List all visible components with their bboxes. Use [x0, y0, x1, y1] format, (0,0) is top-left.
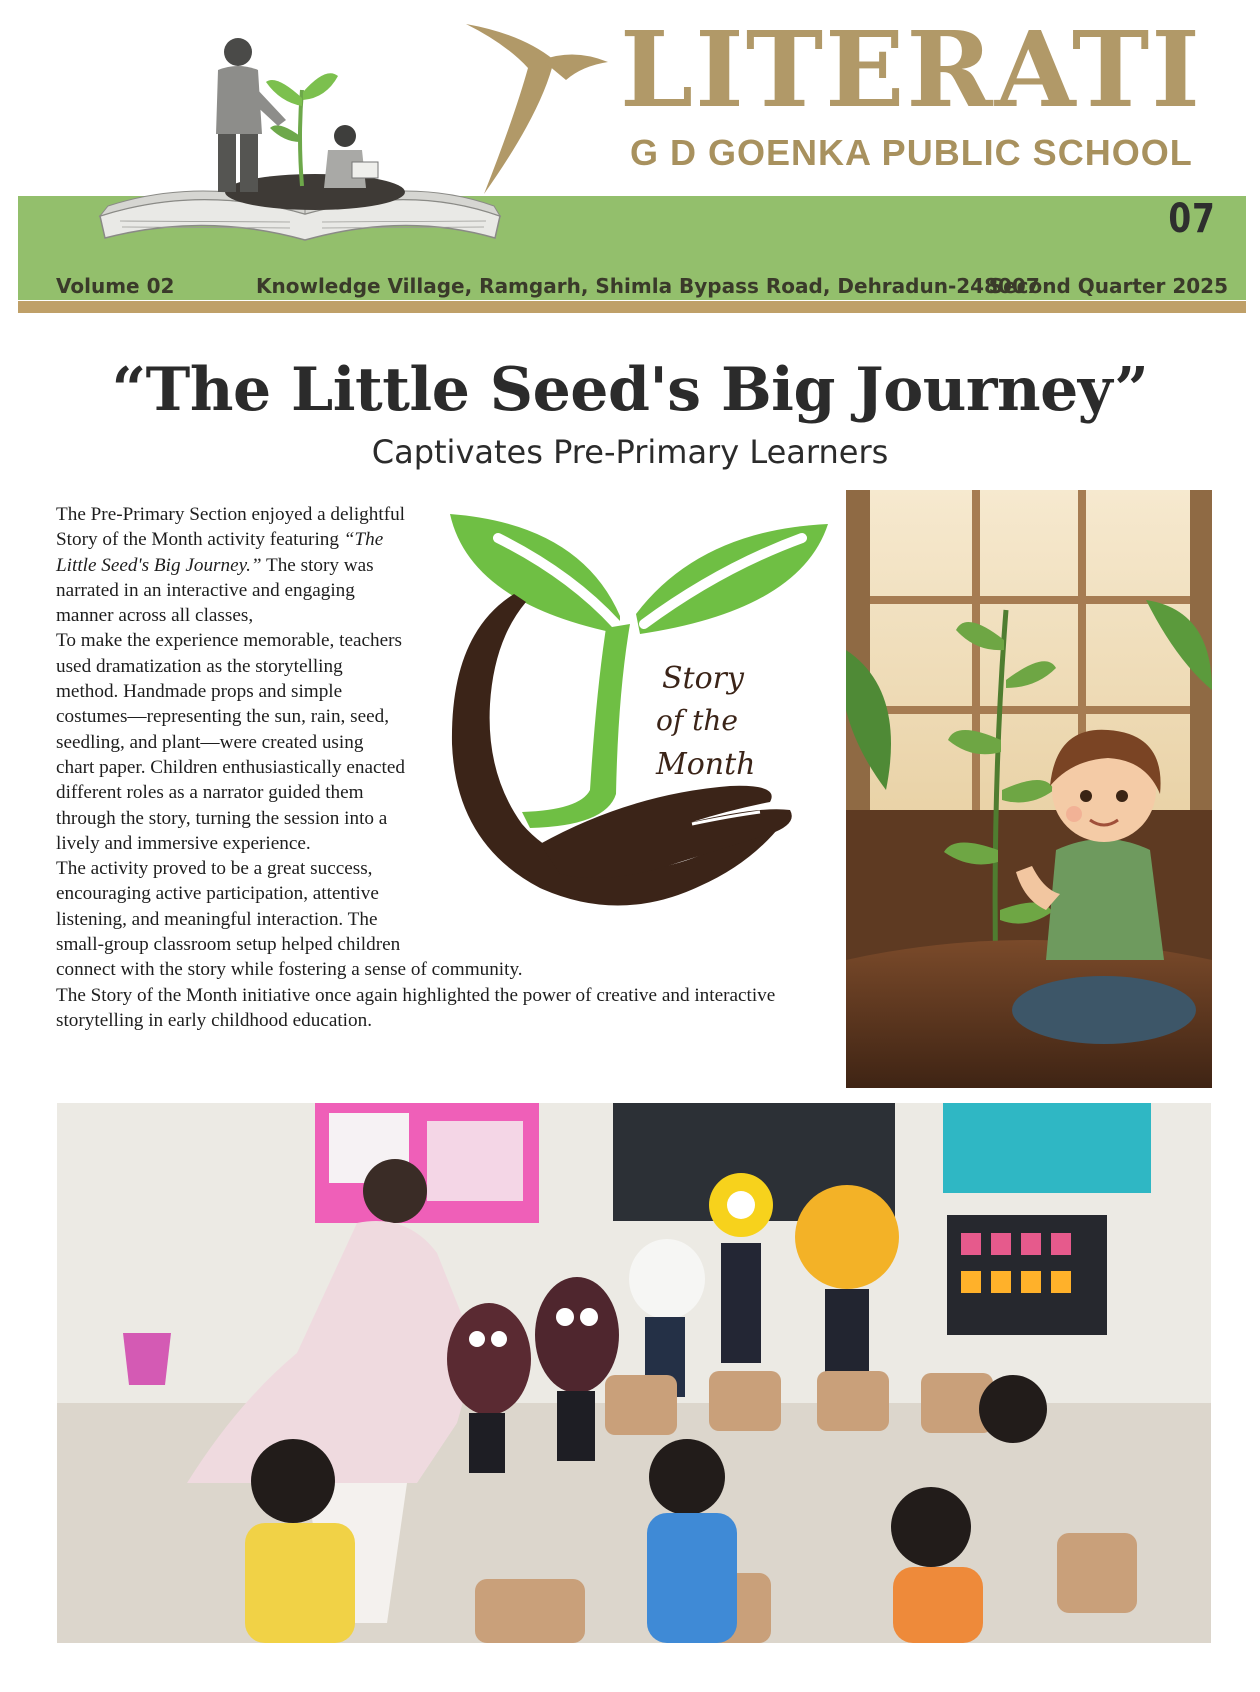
article-paragraph-3: The activity proved to be a great success, encouraging active participation, attentive listening, and meaningful interaction. The small-group classroom setup helped children connect with the story while fostering a sense of community. — [56, 858, 523, 981]
issue-number: 07 — [1168, 196, 1216, 242]
paragraph-1-end: The story was narrated in an interactive and engaging manner across all classes, — [56, 554, 374, 627]
masthead — [0, 0, 1260, 320]
article-paragraph-2: To make the experience memorable, teachers used dramatization as the storytelling method. Handmade props and simple costumes—representing the sun, rain, seed, seedling, and plant—were created using chart paper. Children enthusiastically enacted different roles as a narrator guided them through the story, turning the session into a lively and immersive experience. — [56, 630, 405, 854]
paragraph-1-intro: The Pre-Primary Section enjoyed a delightful Story of the Month activity featuring — [56, 504, 406, 551]
boy-with-seedling-illustration — [846, 490, 1212, 1088]
story-of-the-month-logo — [430, 494, 840, 914]
header-divider — [18, 301, 1246, 313]
article-headline: “The Little Seed's Big Journey” — [111, 355, 1149, 425]
volume-label: Volume 02 — [56, 274, 175, 298]
article-subheadline: Captivates Pre-Primary Learners — [371, 433, 889, 471]
logo-text-story: Story — [662, 661, 744, 696]
logo-text-of-the: of the — [656, 704, 738, 737]
logo-text-month: Month — [656, 747, 756, 782]
quarter-label: Second Quarter 2025 — [988, 274, 1228, 298]
book-plant-illustration — [90, 16, 510, 246]
story-title: “The Little Seed's Big Journey.” — [56, 529, 384, 576]
classroom-dramatization-photo — [57, 1103, 1211, 1643]
newsletter-title: LITERATI — [620, 8, 1202, 131]
article-paragraph-4: The Story of the Month initiative once again highlighted the power of creative and interactive storytelling in early childhood education. — [56, 984, 776, 1031]
school-name: G D GOENKA PUBLIC SCHOOL — [630, 132, 1193, 173]
school-address: Knowledge Village, Ramgarh, Shimla Bypass Road, Dehradun-248007 — [256, 274, 1040, 298]
literati-bird-logo — [462, 14, 612, 204]
